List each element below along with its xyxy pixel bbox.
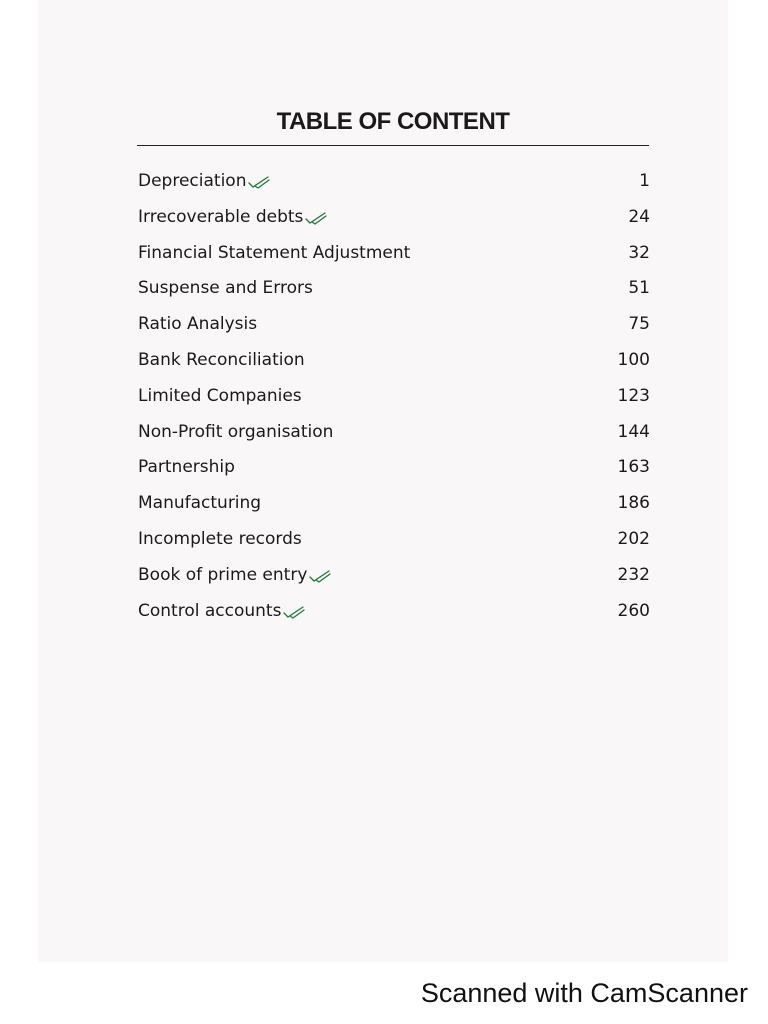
- toc-entry-page-number: 123: [617, 385, 650, 406]
- toc-entry: [138, 489, 650, 525]
- toc-entry-page-number: 163: [617, 457, 650, 478]
- toc-entry-title: [138, 493, 261, 513]
- toc-entry-page-number: 232: [617, 564, 650, 585]
- toc-entry-label: Partnership: [138, 457, 235, 478]
- toc-entry-label: Irrecoverable debts: [138, 206, 304, 227]
- handwritten-check-icon: [247, 174, 271, 190]
- toc-entry: [138, 418, 650, 454]
- toc-entry-title: [138, 457, 235, 477]
- toc-entry-label: Limited Companies: [138, 385, 302, 406]
- toc-entry: [138, 239, 650, 275]
- toc-entry-label: Manufacturing: [138, 493, 262, 514]
- toc-entry: [138, 561, 650, 597]
- handwritten-check-icon: [282, 604, 306, 620]
- toc-entry: [138, 310, 650, 346]
- toc-entry-title: [138, 278, 313, 298]
- toc-entry-title: [138, 314, 257, 334]
- toc-entry-page-number: 202: [617, 528, 650, 549]
- toc-entry-title: [138, 171, 271, 191]
- camscanner-watermark: Scanned with CamScanner: [420, 978, 748, 1008]
- toc-entry-label: Ratio Analysis: [138, 314, 258, 335]
- toc-entry-label: Incomplete records: [138, 528, 302, 549]
- toc-entry-page-number: 186: [617, 493, 650, 514]
- handwritten-check-icon: [304, 210, 328, 226]
- toc-entry-label: Non-Profit organisation: [138, 421, 334, 442]
- toc-entry-page-number: 32: [628, 242, 650, 263]
- toc-entry-page-number: 1: [639, 171, 650, 191]
- toc-entry-page-number: 260: [617, 600, 650, 621]
- toc-entry-title: [138, 422, 333, 442]
- toc-entry-page-number: 144: [617, 421, 650, 442]
- toc-entry: [138, 203, 650, 239]
- toc-entry-title: [138, 243, 410, 263]
- toc-entry: [138, 167, 650, 203]
- handwritten-check-icon: [308, 568, 332, 584]
- toc-entry-label: Depreciation: [138, 171, 247, 191]
- toc-entry: [138, 346, 650, 382]
- toc-entry-page-number: 51: [628, 278, 650, 299]
- toc-entry: [138, 525, 650, 561]
- toc-entry-title: [138, 386, 302, 406]
- toc-entry-label: Control accounts: [138, 600, 282, 621]
- toc-entry-title: [138, 601, 306, 621]
- toc-entry-label: Suspense and Errors: [138, 278, 313, 299]
- toc-entry-label: Book of prime entry: [138, 564, 308, 585]
- toc-entry-title: [138, 350, 305, 370]
- toc-entry: [138, 597, 650, 633]
- page-title: TABLE OF CONTENT: [276, 108, 510, 135]
- toc-entry-title: [138, 565, 332, 585]
- toc-entry-title: [138, 529, 302, 549]
- toc-entry: [138, 453, 650, 489]
- title-underline: [137, 145, 649, 146]
- toc-entry-title: [138, 207, 328, 227]
- toc-entry-page-number: 100: [617, 349, 650, 370]
- toc-entry-label: Bank Reconciliation: [138, 349, 305, 370]
- toc-entry-page-number: 75: [628, 314, 650, 335]
- toc-entry: [138, 274, 650, 310]
- toc-entry-label: Financial Statement Adjustment: [138, 242, 411, 263]
- toc-entry: [138, 382, 650, 418]
- table-of-contents: [138, 167, 650, 632]
- toc-entry-page-number: 24: [628, 206, 650, 227]
